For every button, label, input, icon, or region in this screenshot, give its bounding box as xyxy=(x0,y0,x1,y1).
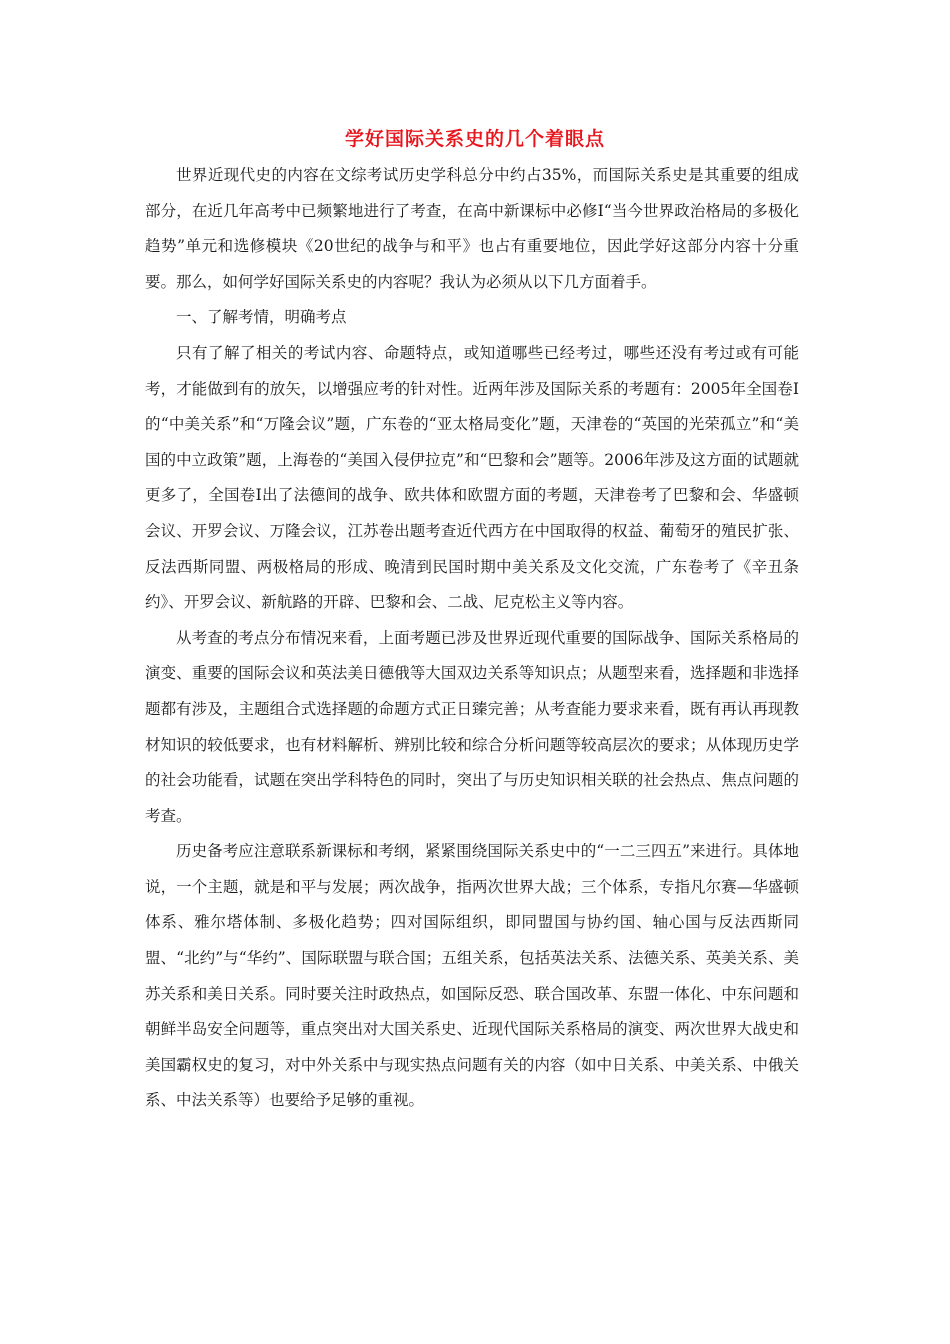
document-title: 学好国际关系史的几个着眼点 xyxy=(344,128,605,150)
paragraph-preparation: 历史备考应注意联系新课标和考纲，紧紧围绕国际关系史中的“一二三四五”来进行。具体地说，一个主题，就是和平与发展；两次战争，指两次世界大战；三个体系，专指凡尔赛—华盛顿体系、雅尔塔体制、多极化趋势；四对国际组织，即同盟国与协约国、轴心国与反法西斯同盟、“北约”与“华约”、国际联盟与联合国；五组关系，包括英法关系、法德关系、英美关系、美苏关系和美日关系。同时要关注时政热点，如国际反恐、联合国改革、东盟一体化、中东问题和朝鲜半岛安全问题等，重点突出对大国关系史、近现代国际关系格局的演变、两次世界大战史和美国霸权史的复习，对中外关系中与现实热点问题有关的内容（如中日关系、中美关系、中俄关系、中法关系等）也要给予足够的重视。 xyxy=(145,842,799,1110)
paragraph-distribution: 从考查的考点分布情况来看，上面考题已涉及世界近现代重要的国际战争、国际关系格局的演变、重要的国际会议和英法美日德俄等大国双边关系等知识点；从题型来看，选择题和非选择题都有涉及，主题组合式选择题的命题方式正日臻完善；从考查能力要求来看，既有再认再现教材知识的较低要求，也有材料解析、辨别比较和综合分析问题等较高层次的要求；从体现历史学的社会功能看，试题在突出学科特色的同时，突出了与历史知识相关联的社会热点、焦点问题的考查。 xyxy=(145,628,799,825)
document-body xyxy=(145,158,799,1119)
paragraph-intro: 世界近现代史的内容在文综考试历史学科总分中约占35%，而国际关系史是其重要的组成部分，在近几年高考中已频繁地进行了考查，在高中新课标中必修Ⅰ“当今世界政治格局的多极化趋势”单元和选修模块《20世纪的战争与和平》也占有重要地位，因此学好这部分内容十分重要。那么，如何学好国际关系史的内容呢？我认为必须从以下几方面着手。 xyxy=(145,166,799,291)
paragraph-exam-topics: 只有了解了相关的考试内容、命题特点，或知道哪些已经考过，哪些还没有考过或有可能考，才能做到有的放矢，以增强应考的针对性。近两年涉及国际关系的考题有：2005年全国卷Ⅰ的“中美关系”和“万隆会议”题，广东卷的“亚太格局变化”题，天津卷的“英国的光荣孤立”和“美国的中立政策”题，上海卷的“美国入侵伊拉克”和“巴黎和会”题等。2006年涉及这方面的试题就更多了，全国卷Ⅰ出了法德间的战争、欧共体和欧盟方面的考题，天津卷考了巴黎和会、华盛顿会议、开罗会议、万隆会议，江苏卷出题考查近代西方在中国取得的权益、葡萄牙的殖民扩张、反法西斯同盟、两极格局的形成、晚清到民国时期中美关系及文化交流，广东卷考了《辛丑条约》、开罗会议、新航路的开辟、巴黎和会、二战、尼克松主义等内容。 xyxy=(145,343,799,612)
section-heading: 一、了解考情，明确考点 xyxy=(176,308,347,327)
